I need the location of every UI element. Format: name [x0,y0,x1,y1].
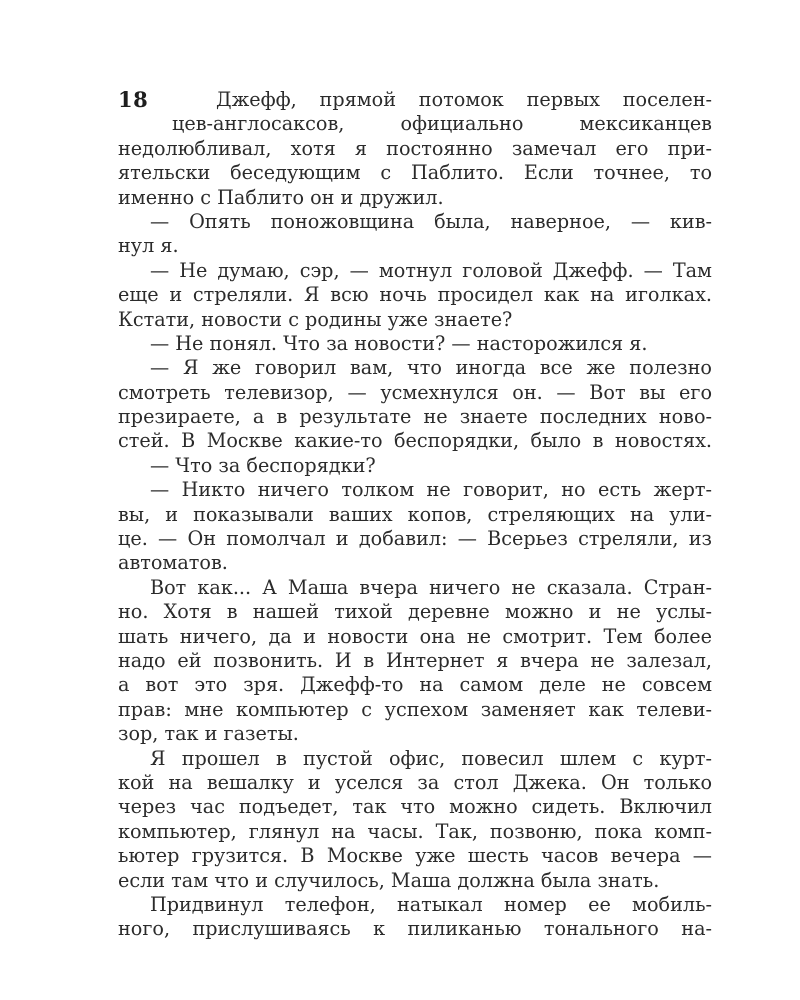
text-line: еще и стреляли. Я всю ночь просидел как на иголках. [118,283,712,307]
text-line: надо ей позвонить. И в Интернет я вчера не залезал, [118,648,712,672]
text-line: Джефф, прямой потомок первых поселен- [216,88,712,111]
text-line: — Опять поножовщина была, наверное, — кив- [150,209,712,233]
text-line: кой на вешалку и уселся за стол Джека. Он только [118,770,712,794]
text-line: смотреть телевизор, — усмехнулся он. — Вот вы его [118,380,712,404]
page-number: 18 [118,87,149,112]
text-line: — Никто ничего толком не говорит, но есть жерт- [150,478,712,502]
text-line: презираете, а в результате не знаете последних ново- [118,405,712,429]
text-line: стей. В Москве какие-то беспорядки, было в новостях. [118,429,712,453]
text-line: Я прошел в пустой офис, повесил шлем с курт- [150,746,712,770]
text-line: ятельски беседующим с Паблито. Если точнее, то [118,161,712,185]
text-line: нул я. [118,234,179,258]
text-line: прав: мне компьютер с успехом заменяет как телеви- [118,697,712,721]
text-line: зор, так и газеты. [118,722,299,746]
text-line: компьютер, глянул на часы. Так, позвоню, пока комп- [118,819,712,843]
text-line: шать ничего, да и новости она не смотрит. Тем более [118,624,712,648]
text-line: ьютер грузится. В Москве уже шесть часов вечера — [118,844,712,868]
text-line: — Не думаю, сэр, — мотнул головой Джефф. — Там [150,258,712,282]
text-line: Вот как... А Маша вчера ничего не сказала. Стран- [150,575,712,599]
text-line: а вот это зря. Джефф-то на самом деле не совсем [118,673,712,697]
text-line: вы, и показывали ваших копов, стреляющих на ули- [118,502,712,526]
text-line: но. Хотя в нашей тихой деревне можно и не услы- [118,600,712,624]
text-line: если там что и случилось, Маша должна была знать. [118,868,660,892]
text-line: — Что за беспорядки? [150,453,376,477]
text-line: недолюбливал, хотя я постоянно замечал его при- [118,136,712,160]
text-line: Придвинул телефон, натыкал номер ее мобиль- [150,892,712,916]
text-line: через час подъедет, так что можно сидеть. Включил [118,795,712,819]
text-line: це. — Он помолчал и добавил: — Всерьез стреляли, из [118,527,712,551]
text-line: — Не понял. Что за новости? — насторожился я. [150,331,648,355]
text-line: цев-англосаксов, официально мексиканцев [172,112,712,136]
text-line: Кстати, новости с родины уже знаете? [118,307,513,331]
text-line: автоматов. [118,551,228,575]
body-text [118,88,712,942]
text-line: — Я же говорил вам, что иногда все же полезно [150,356,712,380]
text-line: ного, прислушиваясь к пиликанью тонального на- [118,917,712,941]
text-line: именно с Паблито он и дружил. [118,185,444,209]
